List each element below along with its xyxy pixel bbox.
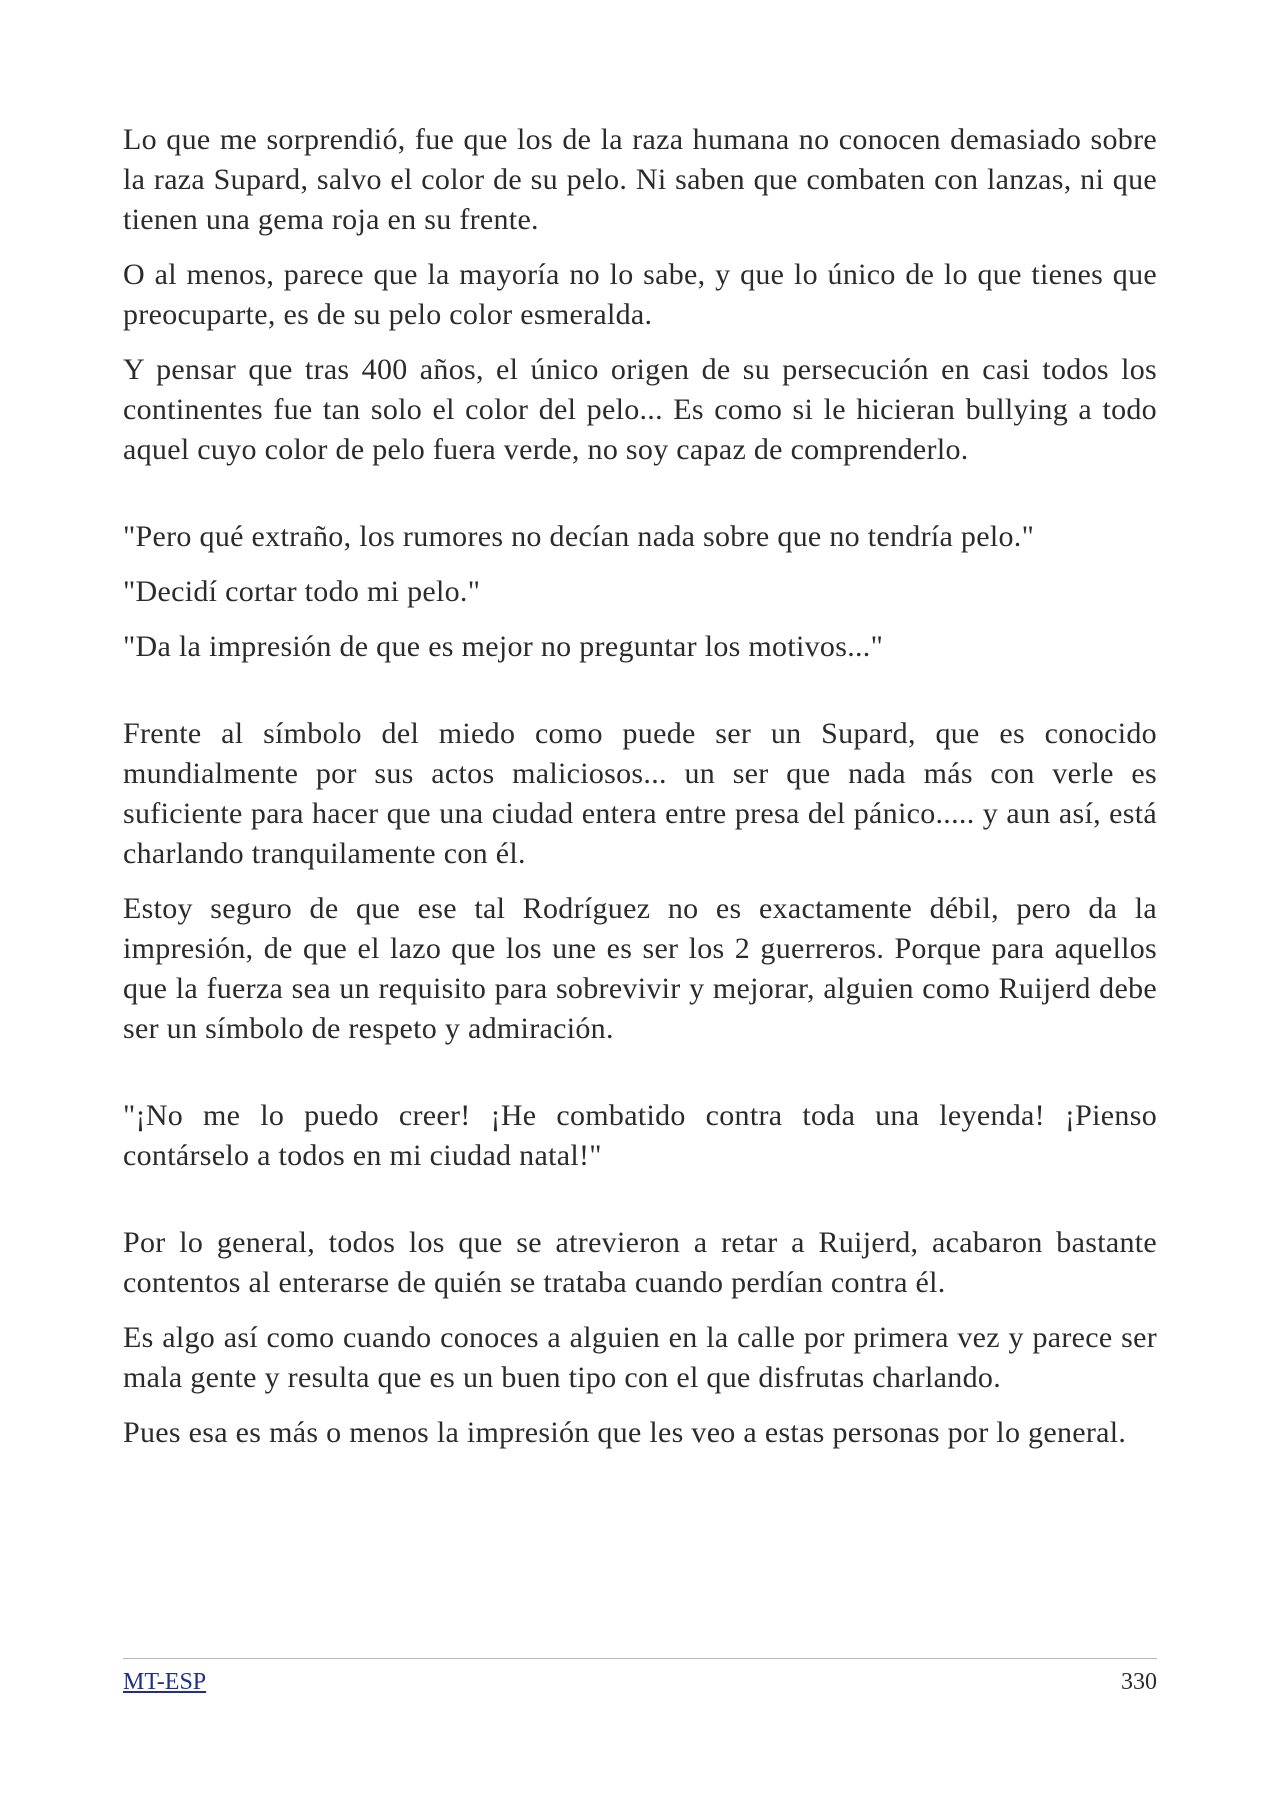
- paragraph-6: Por lo general, todos los que se atrevieron a retar a Ruijerd, acabaron bastante contentos al enterarse de quién se trataba cuando perdían contra él.: [123, 1226, 1157, 1299]
- paragraph-3: Y pensar que tras 400 años, el único origen de su persecución en casi todos los continentes fue tan solo el color del pelo... Es como si le hicieran bullying a todo aquel cuyo color de pelo fuera verde, no soy capaz de comprenderlo.: [123, 353, 1157, 466]
- paragraph-2: O al menos, parece que la mayoría no lo sabe, y que lo único de lo que tienes que preocuparte, es de su pelo color esmeralda.: [123, 258, 1157, 331]
- page-footer: [123, 1658, 1157, 1697]
- paragraph-4: Frente al símbolo del miedo como puede ser un Supard, que es conocido mundialmente por sus actos maliciosos... un ser que nada más con verle es suficiente para hacer que una ciudad entera entre presa del pánico..... y aun así, está charlando tranquilamente con él.: [123, 717, 1157, 870]
- paragraph-7: Es algo así como cuando conoces a alguien en la calle por primera vez y parece ser mala gente y resulta que es un buen tipo con el que disfrutas charlando.: [123, 1321, 1157, 1394]
- dialogue-2: "Decidí cortar todo mi pelo.": [123, 575, 481, 608]
- paragraph-5: Estoy seguro de que ese tal Rodríguez no es exactamente débil, pero da la impresión, de que el lazo que los une es ser los 2 guerreros. Porque para aquellos que la fuerza sea un requisito para sobrevivir y mejorar, alguien como Ruijerd debe ser un símbolo de respeto y admiración.: [123, 892, 1157, 1045]
- page-number: 330: [1121, 1669, 1157, 1695]
- dialogue-4: "¡No me lo puedo creer! ¡He combatido contra toda una leyenda! ¡Pienso contárselo a todos en mi ciudad natal!": [123, 1099, 1157, 1172]
- dialogue-3: "Da la impresión de que es mejor no preguntar los motivos...": [123, 630, 884, 663]
- dialogue-1: "Pero qué extraño, los rumores no decían nada sobre que no tendría pelo.": [123, 520, 1035, 553]
- page-body: [123, 120, 1157, 1468]
- paragraph-1: Lo que me sorprendió, fue que los de la raza humana no conocen demasiado sobre la raza Supard, salvo el color de su pelo. Ni saben que combaten con lanzas, ni que tienen una gema roja en su frente.: [123, 123, 1157, 236]
- paragraph-8: Pues esa es más o menos la impresión que les veo a estas personas por lo general.: [123, 1416, 1127, 1449]
- footer-link-mt-esp[interactable]: MT-ESP: [123, 1669, 207, 1695]
